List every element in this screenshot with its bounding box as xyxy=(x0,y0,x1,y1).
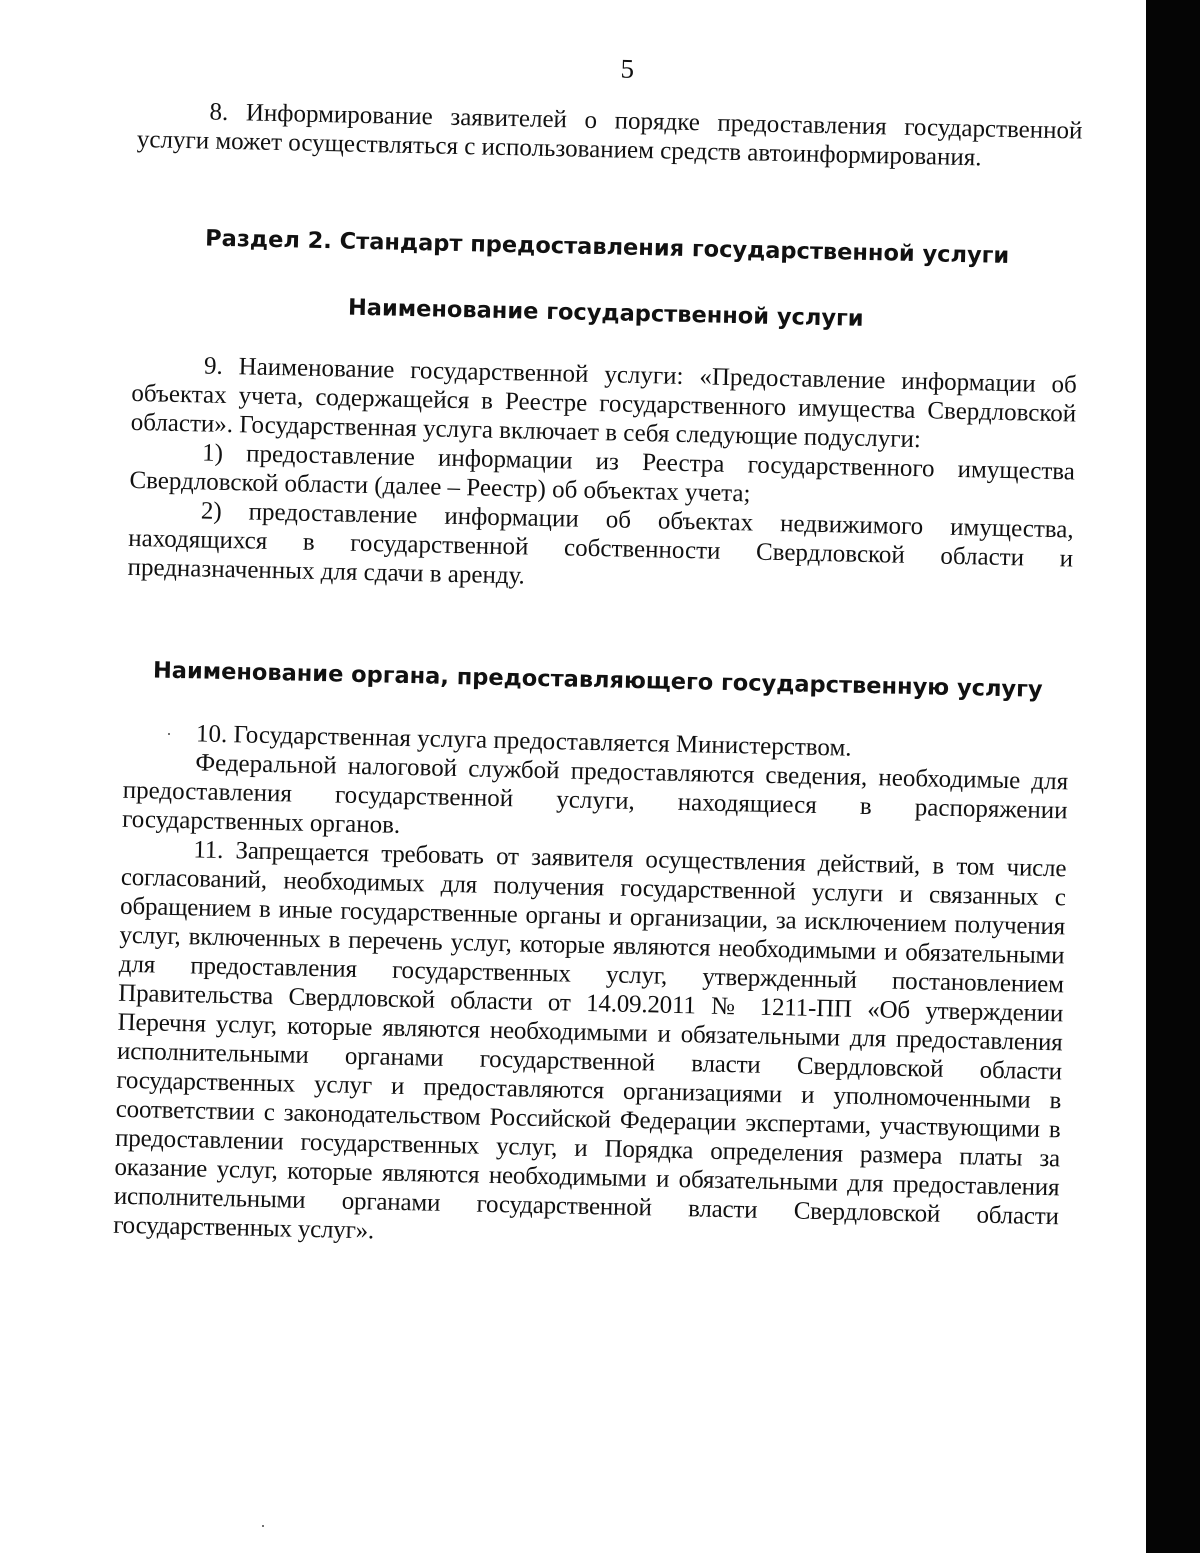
authority-block xyxy=(113,718,1069,1260)
paragraph-10: 10. Государственная услуга предоставляется Министерством. xyxy=(195,720,852,762)
page-number: 5 xyxy=(620,53,635,84)
scan-speck xyxy=(262,1525,264,1527)
paragraph-10-fns: Федеральной налоговой службой предоставляются сведения, необходимые для предоставления государственной услуги, находящиеся в распоряжении государственных органов. xyxy=(121,749,1069,839)
service-name-block xyxy=(127,350,1077,603)
scan-speck xyxy=(168,733,170,735)
page-content xyxy=(112,0,1085,1245)
section-title: Раздел 2. Стандарт предоставления государственной услуги xyxy=(204,225,1010,270)
heading-authority: Наименование органа, предоставляющего государственную услугу xyxy=(152,657,1043,703)
scan-black-edge xyxy=(1146,0,1200,1553)
subitem-1: 1) предоставление информации из Реестра государственного имущества Свердловской области (далее – Реестр) об объектах учета; xyxy=(129,439,1076,508)
paragraph-8: 8. Информирование заявителей о порядке предоставления государственной услуги может осуществляться с использованием средств автоинформирования. xyxy=(136,98,1083,172)
subitem-2: 2) предоставление информации об объектах недвижимого имущества, находящихся в государственной собственности Свердловской области и предназначенных для сдачи в аренду. xyxy=(127,497,1074,590)
paragraph-9: 9. Наименование государственной услуги: «Предоставление информации об объектах учета, содержащейся в Реестре государственного имущества Свердловской области». Государственная услуга включает в себя следующие подуслуги: xyxy=(130,352,1078,454)
paragraph-8-block xyxy=(137,96,1083,175)
paragraph-11: 11. Запрещается требовать от заявителя осуществления действий, в том числе согласований, необходимых для получения государственной услуги и связанных с обращением в иные государственные органы и организации, за исключением получения услуг, включенных в перечень услуг, которые являются необходимыми и обязательными для предоставления государственных услуг, утвержденный постановлением Правительства Свердловской области от 14.09.2011 № 1211-ПП «Об утверждении Перечня услуг, которые являются необходимыми и обязательными для предоставления исполнительными органами государственной власти Свердловской области государственных услуг и предоставляются организациями и уполномоченными в соответствии с законодательством Российской Федерации экспертами, участвующими в предоставлении государственных услуг, и Порядка определения размера платы за оказание услуг, которые являются необходимыми и обязательными для предоставления исполнительными органами государственной власти Свердловской области государственных услуг». xyxy=(112,836,1067,1245)
heading-service-name: Наименование государственной услуги xyxy=(347,294,864,332)
